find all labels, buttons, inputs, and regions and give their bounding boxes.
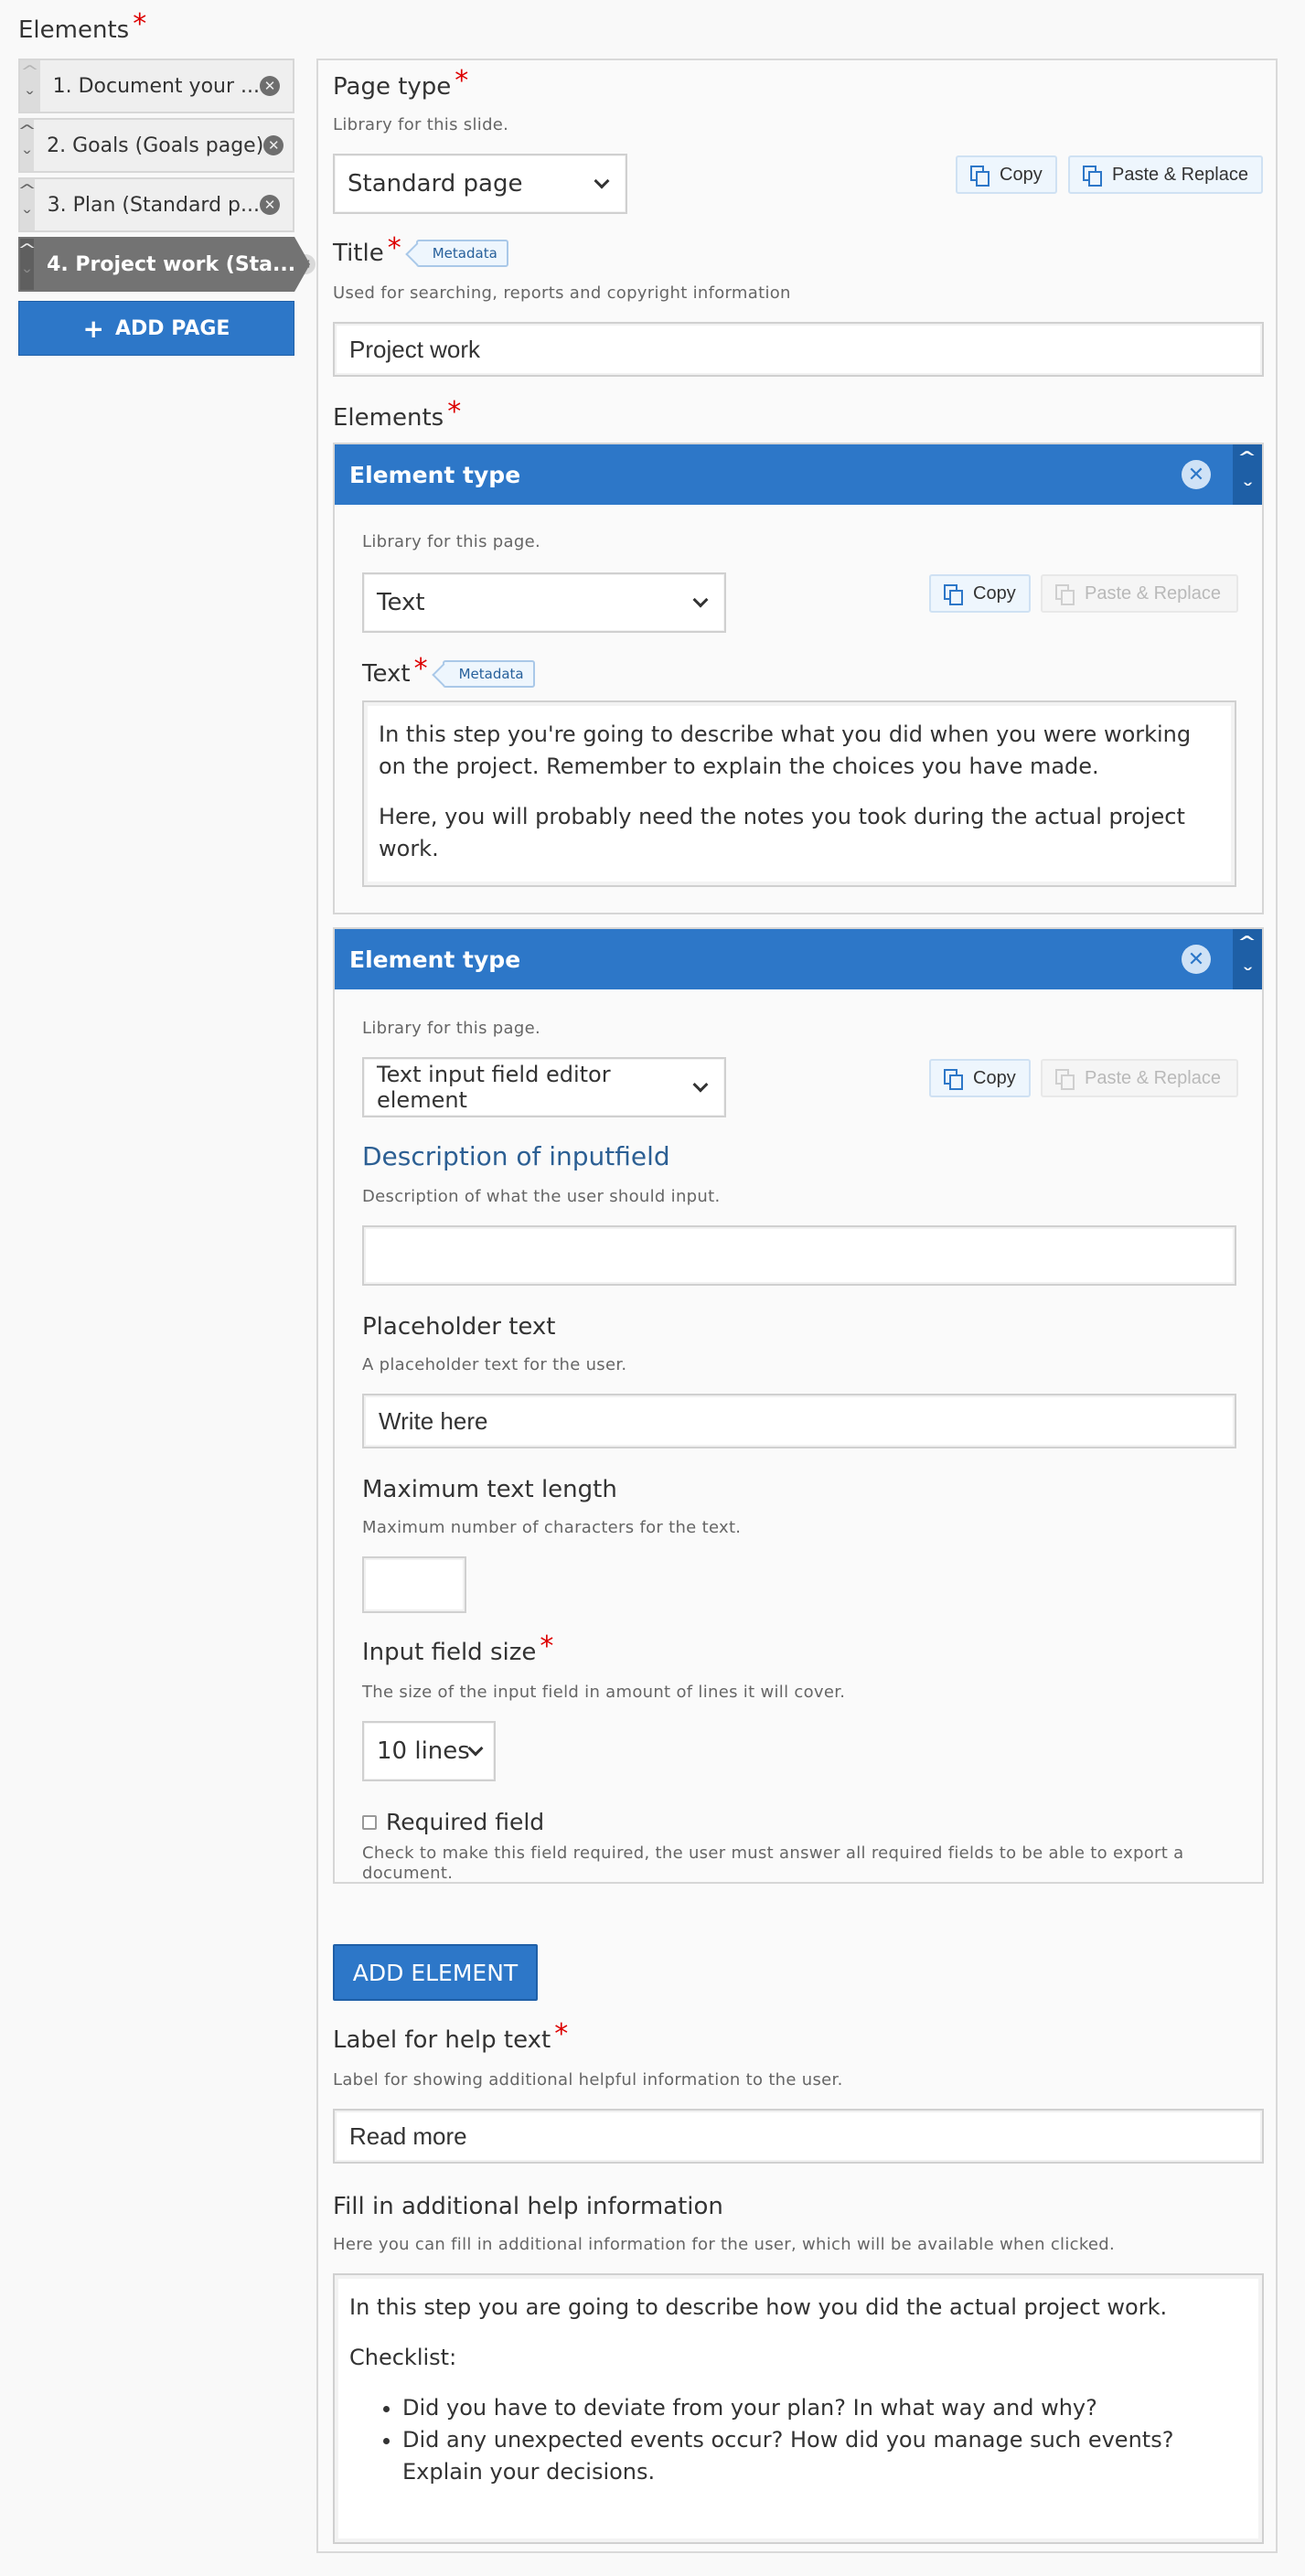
library-value: Text (377, 589, 425, 616)
copy-icon (944, 584, 962, 603)
move-down-icon[interactable]: ˇ (1241, 966, 1254, 985)
add-page-button[interactable] (18, 301, 294, 356)
max-length-description: Maximum number of characters for the text. (362, 1518, 742, 1537)
required-checkbox[interactable] (362, 1815, 377, 1830)
paste-label: Paste & Replace (1085, 583, 1221, 604)
move-up-icon[interactable]: ^ (1237, 448, 1257, 467)
plus-icon: + (82, 313, 105, 344)
move-up-icon[interactable]: ^ (20, 62, 40, 81)
help-paragraph: In this step you are going to describe how you did the actual project work. (349, 2294, 1168, 2320)
reorder-handle[interactable] (17, 179, 37, 230)
remove-element-icon[interactable]: ✕ (1182, 460, 1211, 489)
required-marker: * (540, 1630, 554, 1662)
move-up-icon[interactable]: ^ (16, 122, 37, 141)
copy-button[interactable] (956, 155, 1057, 194)
title-label: Title * Metadata (333, 240, 508, 267)
help-label-input[interactable]: Read more (333, 2109, 1264, 2164)
max-length-input[interactable] (362, 1556, 466, 1613)
page-tab-label: 1. Document your ... (52, 74, 260, 98)
element-reorder[interactable] (1233, 929, 1262, 989)
text-label: Text * Metadata (362, 660, 535, 688)
copy-label: Copy (973, 583, 1016, 604)
element-type-title: Element type (349, 946, 521, 973)
chevron-down-icon (594, 174, 610, 189)
page-tabs (16, 59, 312, 356)
reorder-handle[interactable] (16, 120, 37, 171)
page-editor-panel (316, 59, 1278, 2553)
help-info-editor[interactable] (333, 2273, 1264, 2544)
paste-replace-button[interactable] (1041, 574, 1238, 613)
list-item: • Did you have to deviate from your plan? In what way and why? (402, 2392, 1247, 2424)
paste-label: Paste & Replace (1085, 1067, 1221, 1088)
elements-label: Elements * (18, 8, 147, 44)
remove-icon[interactable]: ✕ (263, 135, 283, 155)
page-tab-1[interactable] (18, 59, 294, 113)
element-reorder[interactable] (1233, 444, 1262, 505)
move-up-icon[interactable]: ^ (1237, 933, 1257, 952)
paste-icon (1083, 166, 1101, 184)
library-select[interactable] (362, 572, 726, 633)
library-description: Library for this page. (362, 1019, 540, 1038)
page-type-description: Library for this slide. (333, 115, 509, 134)
page-type-select[interactable] (333, 154, 627, 214)
description-heading: Description of inputfield (362, 1141, 670, 1171)
element-group-input-field (333, 927, 1264, 1884)
move-up-icon[interactable]: ^ (16, 240, 37, 260)
elements-field-label: Elements * (333, 396, 462, 432)
element-group-header[interactable] (335, 444, 1262, 505)
required-marker: * (133, 8, 147, 40)
description-help: Description of what the user should input. (362, 1187, 721, 1206)
required-field-row[interactable] (362, 1809, 544, 1835)
help-label-label: Label for help text * (333, 2018, 569, 2054)
paste-replace-button[interactable] (1068, 155, 1263, 194)
placeholder-description: A placeholder text for the user. (362, 1355, 627, 1374)
metadata-badge[interactable]: Metadata (443, 660, 535, 688)
copy-icon (944, 1069, 962, 1087)
help-info-description: Here you can fill in additional information for the user, which will be available when clicked. (333, 2235, 1116, 2254)
add-page-label: ADD PAGE (115, 316, 230, 340)
help-label-description: Label for showing additional helpful information to the user. (333, 2070, 843, 2090)
text-paragraph: In this step you're going to describe what you did when you were working on the project. Remember to explain the choices you have made. (379, 721, 1192, 779)
placeholder-label: Placeholder text (362, 1313, 556, 1341)
paste-icon (1055, 1069, 1074, 1087)
copy-button[interactable] (929, 1059, 1031, 1097)
page-tab-label: 2. Goals (Goals page) (47, 134, 264, 157)
page-tab-2[interactable] (18, 118, 294, 173)
move-down-icon[interactable]: ˇ (1241, 481, 1254, 500)
element-group-text (333, 443, 1264, 914)
library-value: Text input field editor element (377, 1062, 611, 1113)
page-type-label: Page type * (333, 65, 469, 101)
input-size-label: Input field size * (362, 1630, 554, 1666)
input-size-description: The size of the input field in amount of lines it will cover. (362, 1683, 846, 1702)
required-description: Check to make this field required, the user must answer all required fields to be able to export a document. (362, 1844, 1184, 1883)
copy-icon (970, 166, 989, 184)
paste-icon (1055, 584, 1074, 603)
copy-label: Copy (1000, 164, 1043, 185)
remove-icon[interactable]: ✕ (295, 254, 316, 274)
copy-label: Copy (973, 1067, 1016, 1088)
element-type-title: Element type (349, 461, 521, 488)
title-input[interactable]: Project work (333, 322, 1264, 377)
library-select[interactable] (362, 1057, 726, 1117)
remove-icon[interactable]: ✕ (260, 76, 280, 96)
remove-element-icon[interactable]: ✕ (1182, 945, 1211, 974)
page-type-value: Standard page (348, 170, 523, 198)
reorder-handle[interactable] (20, 60, 40, 112)
page-tab-4[interactable] (16, 237, 312, 292)
move-down-icon[interactable]: ˇ (24, 90, 37, 109)
text-paragraph: Here, you will probably need the notes you took during the actual project work. (379, 804, 1185, 861)
move-down-icon[interactable]: ˇ (21, 268, 33, 287)
paste-label: Paste & Replace (1112, 164, 1248, 185)
list-item: • Did any unexpected events occur? How did you manage such events? Explain your decisions. (402, 2424, 1247, 2488)
move-down-icon[interactable]: ˇ (21, 208, 34, 228)
help-info-label: Fill in additional help information (333, 2193, 723, 2220)
help-checklist (349, 2392, 1247, 2488)
library-description: Library for this page. (362, 532, 540, 551)
element-group-header[interactable] (335, 929, 1262, 989)
chevron-down-icon (693, 593, 709, 608)
description-input[interactable] (362, 1225, 1236, 1286)
input-size-select[interactable] (362, 1721, 496, 1781)
copy-button[interactable] (929, 574, 1031, 613)
move-down-icon[interactable]: ˇ (21, 149, 33, 168)
page-tab-label: 3. Plan (Standard p... (47, 193, 260, 217)
help-paragraph: Checklist: (349, 2345, 457, 2370)
remove-icon[interactable]: ✕ (260, 195, 280, 215)
required-marker: * (554, 2018, 569, 2050)
text-editor[interactable] (362, 700, 1236, 887)
placeholder-input[interactable]: Write here (362, 1394, 1236, 1448)
metadata-badge[interactable]: Metadata (416, 240, 508, 267)
required-label: Required field (386, 1809, 545, 1835)
move-up-icon[interactable]: ^ (17, 181, 37, 200)
input-size-value: 10 lines (377, 1737, 470, 1765)
required-marker: * (455, 65, 469, 97)
page-tab-label: 4. Project work (Sta... (47, 252, 296, 276)
required-marker: * (447, 396, 462, 428)
paste-replace-button[interactable] (1041, 1059, 1238, 1097)
page-tab-3[interactable] (18, 177, 294, 232)
title-description: Used for searching, reports and copyright information (333, 283, 791, 303)
reorder-handle[interactable] (16, 239, 37, 290)
add-element-button[interactable]: ADD ELEMENT (333, 1944, 538, 2001)
max-length-label: Maximum text length (362, 1476, 617, 1503)
chevron-down-icon (468, 1741, 484, 1757)
